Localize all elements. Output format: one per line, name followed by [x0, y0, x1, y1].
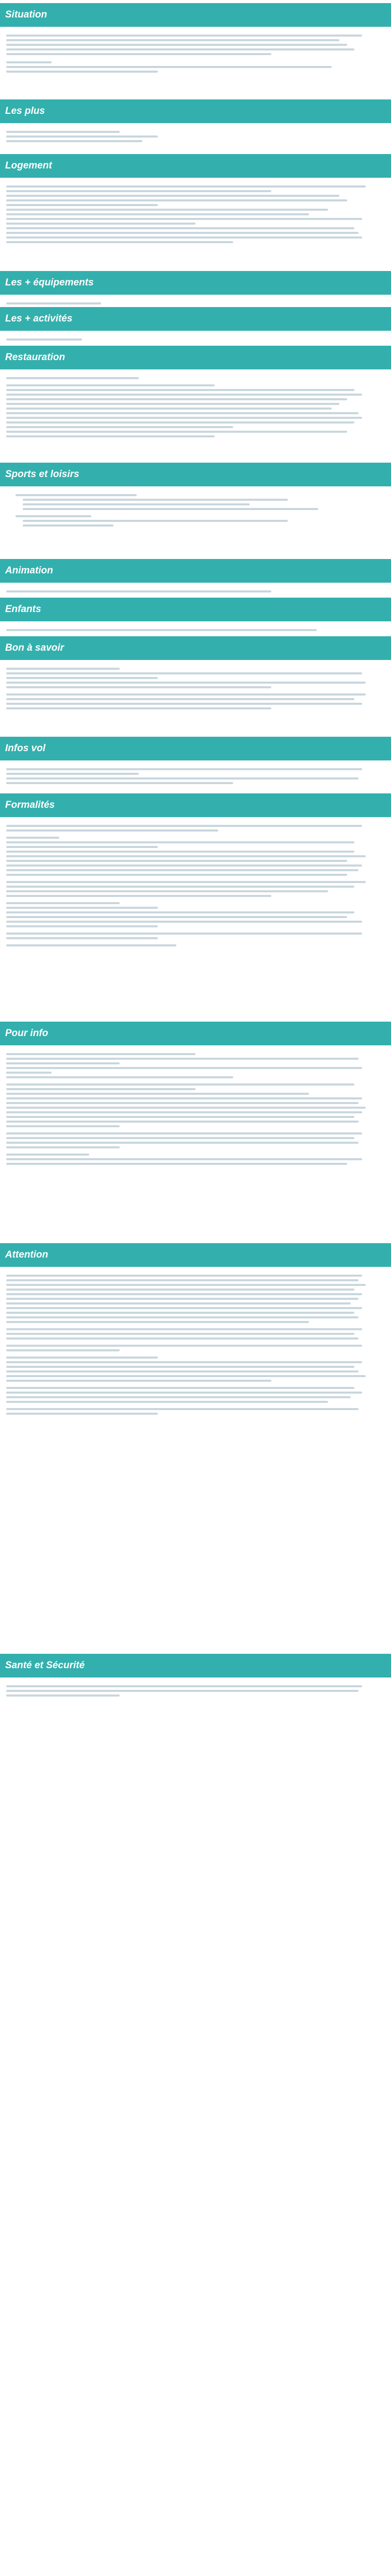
section-sports: [0, 463, 391, 534]
section-title-les-plus: Les plus: [0, 99, 391, 123]
section-situation: [0, 3, 391, 80]
section-body-formalites: [0, 817, 391, 954]
section-sante: [0, 1654, 391, 1704]
section-les-plus: [0, 99, 391, 150]
section-pour-info: [0, 1022, 391, 1173]
section-body-bon-a-savoir: [0, 660, 391, 717]
section-body-sports: [0, 486, 391, 534]
section-restauration: [0, 346, 391, 445]
section-body-restauration: [0, 369, 391, 445]
section-bon-a-savoir: [0, 636, 391, 717]
section-title-infos-vol: Infos vol: [0, 737, 391, 760]
section-body-situation: [0, 27, 391, 80]
section-body-sante: [0, 1677, 391, 1704]
section-title-situation: Situation: [0, 3, 391, 27]
section-title-formalites: Formalités: [0, 793, 391, 817]
section-infos-vol: [0, 737, 391, 792]
section-activites: [0, 307, 391, 348]
section-equipements: [0, 271, 391, 312]
section-title-sports: Sports et loisirs: [0, 463, 391, 486]
section-title-logement: Logement: [0, 154, 391, 178]
section-enfants: [0, 598, 391, 639]
section-animation: [0, 559, 391, 600]
section-body-pour-info: [0, 1045, 391, 1173]
section-title-pour-info: Pour info: [0, 1022, 391, 1045]
section-title-equipements: Les + équipements: [0, 271, 391, 295]
section-title-enfants: Enfants: [0, 598, 391, 621]
section-title-activites: Les + activités: [0, 307, 391, 331]
section-body-logement: [0, 178, 391, 251]
section-title-bon-a-savoir: Bon à savoir: [0, 636, 391, 660]
section-body-infos-vol: [0, 760, 391, 792]
section-body-attention: [0, 1267, 391, 1422]
section-title-sante: Santé et Sécurité: [0, 1654, 391, 1677]
section-logement: [0, 154, 391, 251]
section-title-animation: Animation: [0, 559, 391, 583]
section-attention: [0, 1243, 391, 1422]
section-body-les-plus: [0, 123, 391, 150]
section-title-restauration: Restauration: [0, 346, 391, 369]
section-formalites: [0, 793, 391, 954]
section-title-attention: Attention: [0, 1243, 391, 1267]
